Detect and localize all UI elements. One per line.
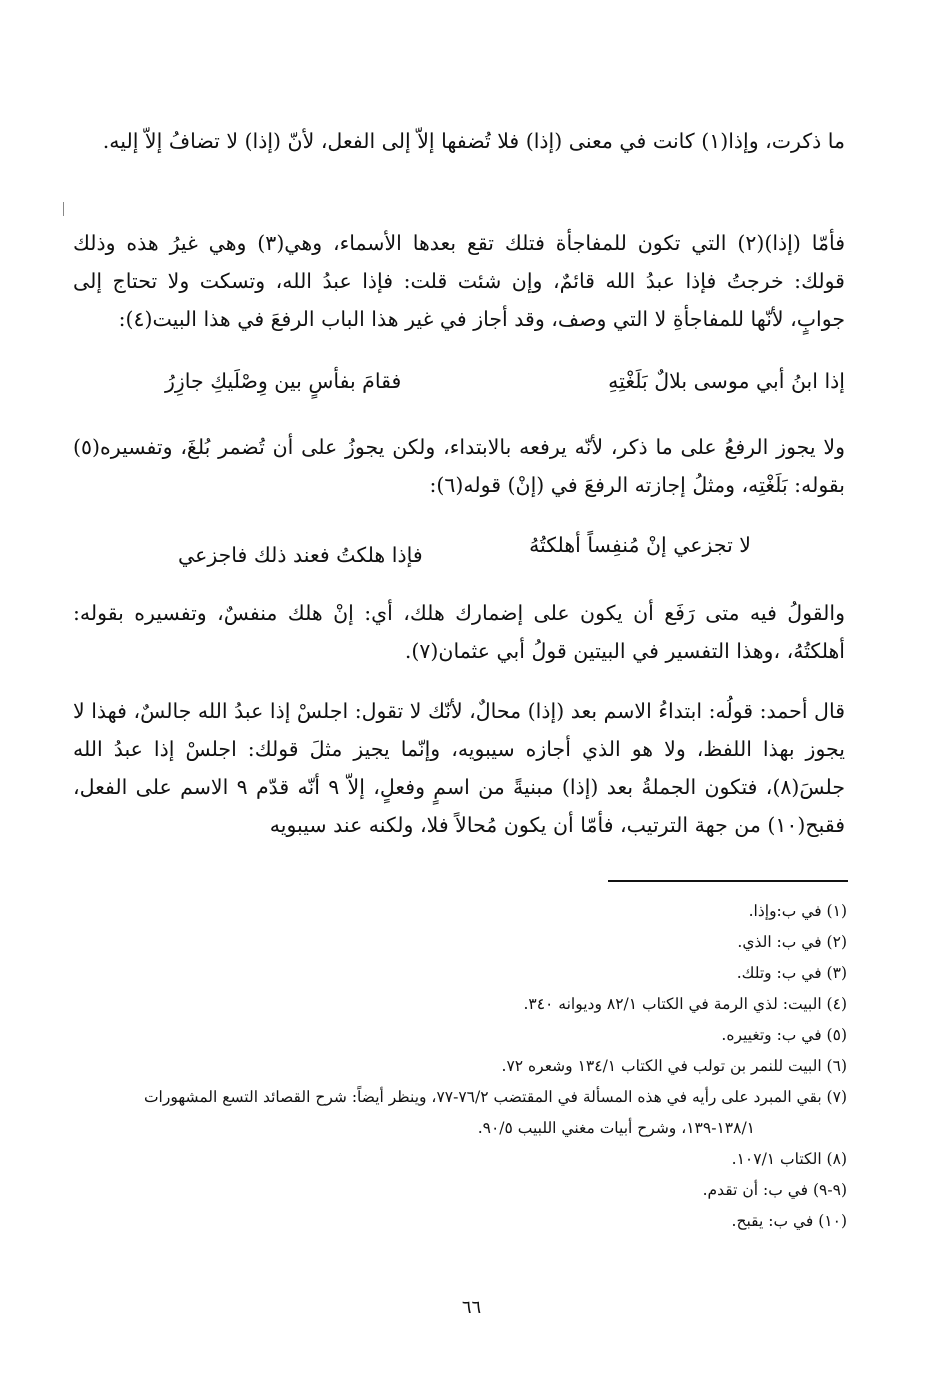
verse-2-first-hemistich: لا تجزعي إنْ مُنفِساً أهلكتُهُ <box>529 533 751 557</box>
footnote-7: (٧) بقي المبرد على رأيه في هذه المسألة في المقتضب ٧٦/٢-٧٧، وينظر أيضاً: شرح القصائد التسع المشهورات <box>143 1088 847 1106</box>
verse-1-first-hemistich: إذا ابنُ أبي موسى بلالٌ بَلَغْتِهِ <box>608 369 845 393</box>
footnote-6: (٦) البيت للنمر بن تولب في الكتاب ١٣٤/١ وشعره ٧٢. <box>501 1057 847 1075</box>
paragraph-1: ما ذكرت، وإذا(١) كانت في معنى (إذا) فلا تُضفها إلاّ إلى الفعل، لأنّ (إذا) لا تضافُ إلاّ إليه. <box>102 129 845 153</box>
margin-mark <box>63 202 64 216</box>
footnote-10: (١٠) في ب: يقبح. <box>731 1212 847 1230</box>
footnotes <box>75 896 847 1237</box>
verse-2-second-hemistich: فإذا هلكتُ فعند ذلك فاجزعي <box>178 543 423 567</box>
paragraph-5: قال أحمد: قولُه: ابتداءُ الاسم بعد (إذا) محالٌ، لأنّك لا تقول: اجلسْ إذا عبدُ الله جالسٌ، فهذا لا يجوز بهذا اللفظ، ولا هو الذي أجازه سيبويه، وإنّما يجيز مثلَ قولك: اجلسْ إذا عبدُ الله جلسَ(٨)، فتكون الجملةُ بعد (إذا) مبنيةً من اسمٍ وفعلٍ، إلاّ ٩ أنّه قدّم ٩ الاسم على الفعل، فقبح(١٠) من جهة الترتيب، فأمّا أن يكون مُحالاً فلا، ولكنه عند سيبويه <box>73 699 845 837</box>
paragraph-3: ولا يجوز الرفعُ على ما ذكر، لأنّه يرفعه بالابتداء، ولكن يجوزُ على أن تُضمر بُلغَ، وتفسيره(٥) بقوله: بَلَغْتِه، ومثلُ إجازته الرفعَ في (إنْ) قوله(٦): <box>73 435 845 497</box>
footnote-7-continuation: ١٣٨/١-١٣٩، وشرح أبيات مغني اللبيب ٩٠/٥. <box>477 1119 755 1137</box>
footnote-2: (٢) في ب: الذي. <box>737 933 847 951</box>
paragraph-4: والقولُ فيه متى رَفَع أن يكون على إضمارك هلك، أي: إنْ هلك منفسٌ، وتفسيره بقوله: أهلكتُهُ، ،وهذا التفسير في البيتين قولُ أبي عثمان(٧). <box>73 601 845 663</box>
footnote-5: (٥) في ب: وتغييره. <box>721 1026 847 1044</box>
footnote-4: (٤) البيت: لذي الرمة في الكتاب ٨٢/١ وديوانه ٣٤٠. <box>523 995 847 1013</box>
footnote-1: (١) في ب:وإذا. <box>748 902 847 920</box>
page-number: ٦٦ <box>461 1297 482 1318</box>
verse-1-second-hemistich: فقامَ بفأسٍ بين وِصْلَيكِ جازِرُ <box>165 369 402 393</box>
footnote-3: (٣) في ب: وتلك. <box>736 964 847 982</box>
footnote-divider <box>608 880 848 882</box>
footnote-9: (٩-٩) في ب: أن تقدم. <box>702 1181 847 1199</box>
footnote-8: (٨) الكتاب ١٠٧/١. <box>731 1150 847 1168</box>
paragraph-2: فأمّا (إذا)(٢) التي تكون للمفاجأة فتلك تقع بعدها الأسماء، وهي(٣) وهي غيرُ هذه وذلك قولك: خرجتُ فإذا عبدُ الله قائمٌ، وإن شئت قلت: فإذا عبدُ الله، وتسكت ولا تحتاج إلى جوابٍ، لأنّها للمفاجأةِ لا التي وصف، وقد أجاز في غير هذا الباب الرفعَ في هذا البيت(٤): <box>73 231 845 331</box>
